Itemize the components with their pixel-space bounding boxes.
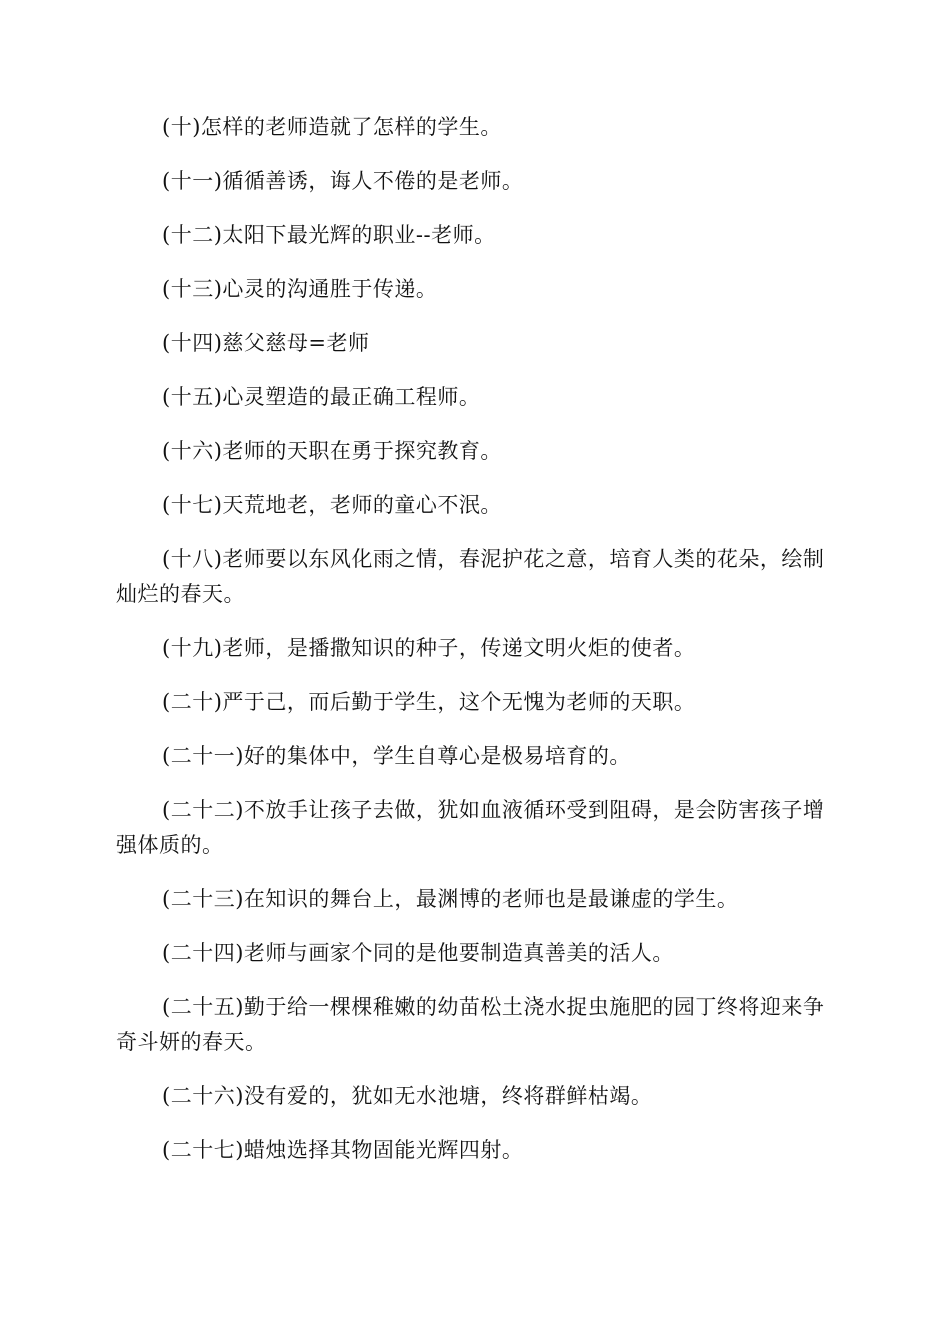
- paragraph-18: (十八)老师要以东风化雨之情，春泥护花之意，培育人类的花朵，绘制灿烂的春天。: [116, 547, 825, 606]
- paragraph-17: (十七)天荒地老，老师的童心不泯。: [162, 493, 502, 517]
- paragraph-24: (二十四)老师与画家个同的是他要制造真善美的活人。: [162, 941, 674, 965]
- paragraph-27: (二十七)蜡烛选择其物固能光辉四射。: [162, 1138, 524, 1162]
- paragraph-21: (二十一)好的集体中，学生自尊心是极易培育的。: [162, 744, 631, 768]
- paragraph-16: (十六)老师的天职在勇于探究教育。: [162, 439, 502, 463]
- paragraph-22: (二十二)不放手让孩子去做，犹如血液循环受到阻碍，是会防害孩子增强体质的。: [116, 798, 825, 857]
- paragraph-25: (二十五)勤于给一棵棵稚嫩的幼苗松土浇水捉虫施肥的园丁终将迎来争奇斗妍的春天。: [116, 995, 825, 1054]
- paragraph-12: (十二)太阳下最光辉的职业--老师。: [162, 223, 496, 247]
- paragraph-15: (十五)心灵塑造的最正确工程师。: [162, 385, 481, 409]
- paragraph-13: (十三)心灵的沟通胜于传递。: [162, 277, 438, 301]
- paragraph-26: (二十六)没有爱的，犹如无水池塘，终将群鲜枯竭。: [162, 1084, 653, 1108]
- document-body: [116, 110, 836, 1187]
- paragraph-10: (十)怎样的老师造就了怎样的学生。: [162, 115, 502, 139]
- paragraph-19: (十九)老师，是播撒知识的种子，传递文明火炬的使者。: [162, 636, 696, 660]
- paragraph-20: (二十)严于己，而后勤于学生，这个无愧为老师的天职。: [162, 690, 696, 714]
- paragraph-23: (二十三)在知识的舞台上，最渊博的老师也是最谦虚的学生。: [162, 887, 739, 911]
- paragraph-11: (十一)循循善诱，诲人不倦的是老师。: [162, 169, 524, 193]
- paragraph-14: (十四)慈父慈母=老师: [162, 331, 370, 355]
